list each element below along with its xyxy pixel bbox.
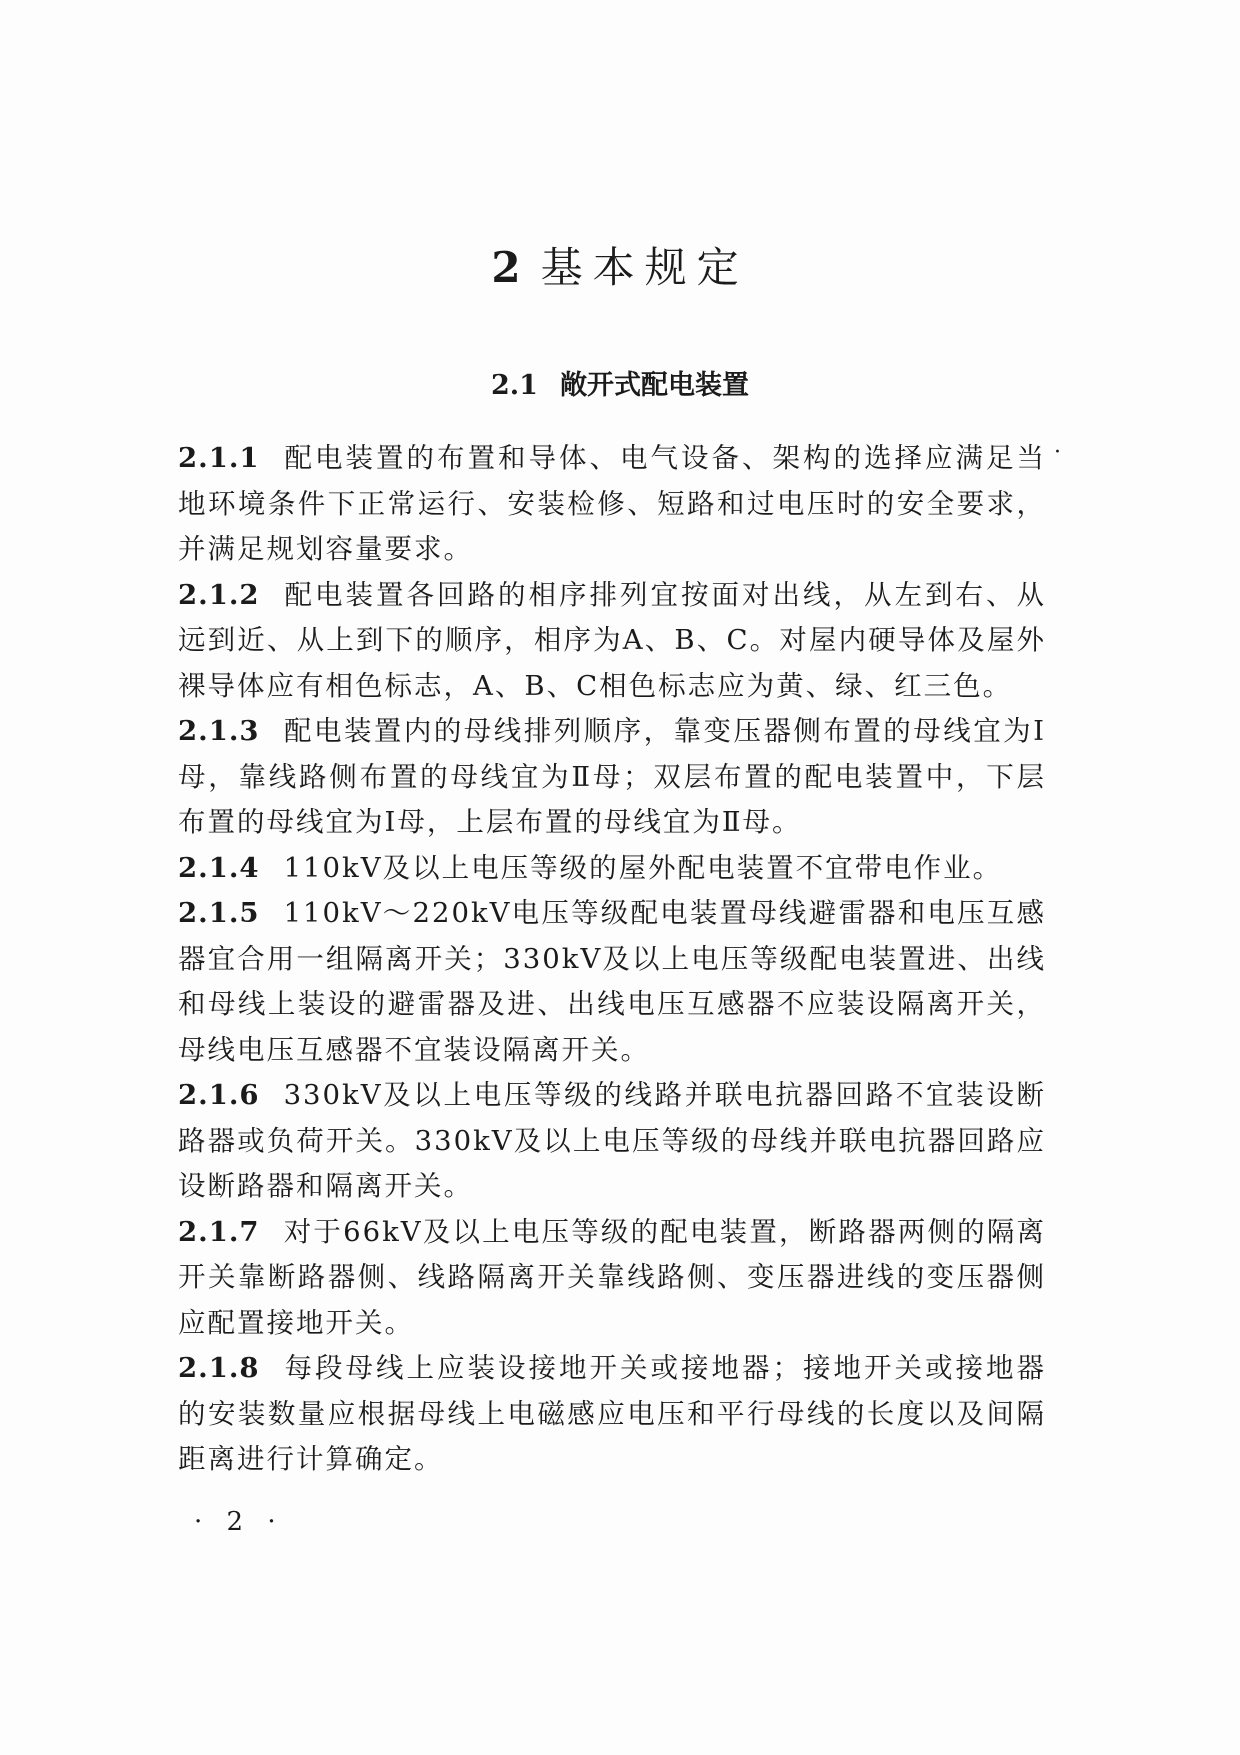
clause-2-1-4 [178,846,1046,892]
clause-2-1-3 [178,709,1046,846]
clause-number: 2.1.6 [178,1079,260,1111]
clause-text: 配电装置的布置和导体、电气设备、架构的选择应满足当地环境条件下正常运行、安装检修、短路和过电压时的安全要求，并满足规划容量要求。 [178,442,1046,565]
clause-number: 2.1.8 [178,1352,260,1384]
section-title: 敞开式配电装置 [559,370,749,401]
page-number: · 2 · [194,1507,284,1537]
section-heading [0,366,1240,406]
clause-number: 2.1.1 [178,442,260,474]
clause-2-1-1 [178,436,1046,573]
clause-2-1-2 [178,573,1046,710]
clause-2-1-5 [178,891,1046,1073]
clause-2-1-7 [178,1210,1046,1347]
clause-text: 每段母线上应装设接地开关或接地器；接地开关或接地器的安装数量应根据母线上电磁感应电压和平行母线的长度以及间隔距离进行计算确定。 [178,1352,1046,1475]
clause-number: 2.1.3 [178,715,260,747]
clause-text: 对于66kV及以上电压等级的配电装置，断路器两侧的隔离开关靠断路器侧、线路隔离开关靠线路侧、变压器进线的变压器侧应配置接地开关。 [178,1215,1046,1339]
scan-speck: · [1054,440,1061,465]
chapter-number: 2 [491,243,521,292]
clause-number: 2.1.5 [178,897,260,929]
clause-2-1-6 [178,1073,1046,1210]
clause-number: 2.1.2 [178,578,260,611]
clause-list [178,436,1046,1483]
clause-text: 配电装置各回路的相序排列宜按面对出线，从左到右、从远到近、从上到下的顺序，相序为A、B、C。对屋内硬导体及屋外裸导体应有相色标志，A、B、C相色标志应为黄、绿、红三色。 [178,578,1046,702]
section-number: 2.1 [491,370,538,401]
clause-text: 330kV及以上电压等级的线路并联电抗器回路不宜装设断路器或负荷开关。330kV及以上电压等级的母线并联电抗器回路应设断路器和隔离开关。 [178,1079,1046,1202]
clause-text: 配电装置内的母线排列顺序，靠变压器侧布置的母线宜为Ⅰ母，靠线路侧布置的母线宜为Ⅱ母；双层布置的配电装置中，下层布置的母线宜为Ⅰ母，上层布置的母线宜为Ⅱ母。 [178,715,1046,838]
clause-text: 110kV～220kV电压等级配电装置母线避雷器和电压互感器宜合用一组隔离开关；330kV及以上电压等级配电装置进、出线和母线上装设的避雷器及进、出线电压互感器不应装设隔离开关，母线电压互感器不宜装设隔离开关。 [178,897,1046,1066]
clause-2-1-8 [178,1346,1046,1483]
clause-number: 2.1.7 [178,1215,260,1248]
clause-text: 110kV及以上电压等级的屋外配电装置不宜带电作业。 [283,851,1003,884]
clause-number: 2.1.4 [178,851,260,884]
chapter-title: 基本规定 [540,243,749,292]
chapter-heading [0,238,1240,298]
